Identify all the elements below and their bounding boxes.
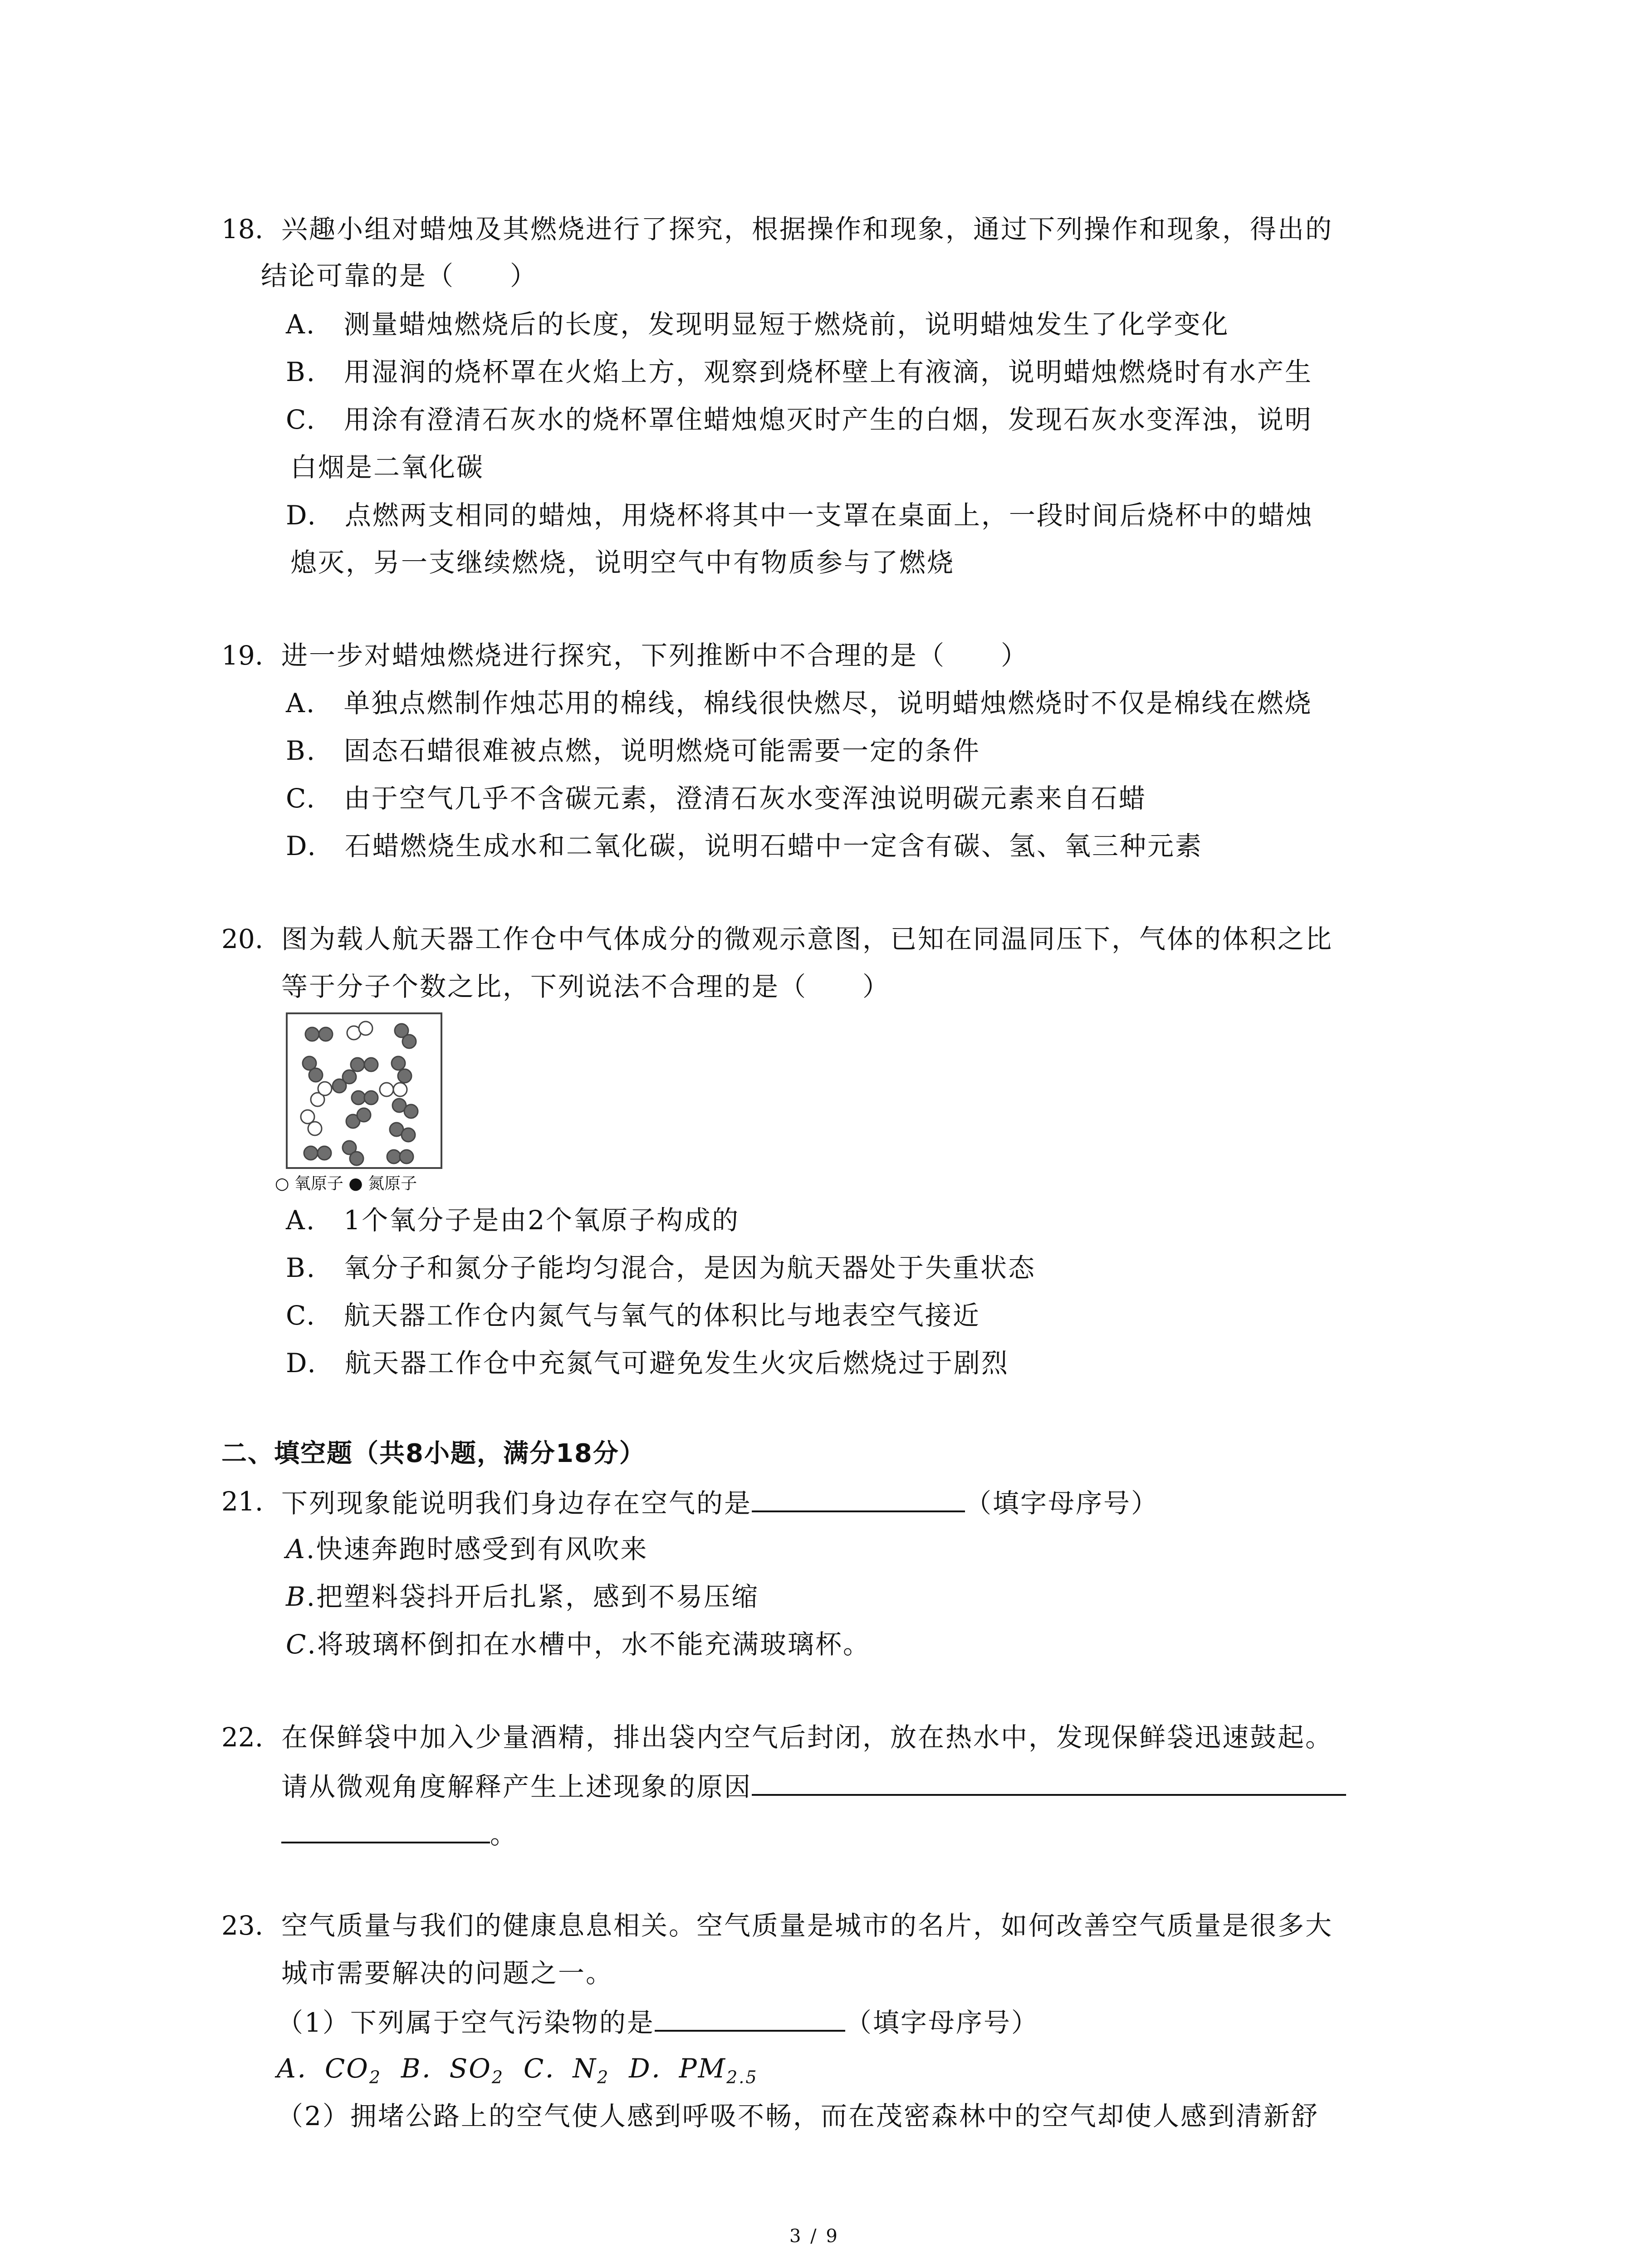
oxygen-atom bbox=[380, 1083, 393, 1096]
question-number: 18. bbox=[221, 214, 264, 244]
nitrogen-atom bbox=[318, 1146, 331, 1160]
answer-blank[interactable] bbox=[281, 1814, 490, 1843]
sub-question-text: （1）下列属于空气污染物的是 bbox=[277, 2007, 655, 2038]
sub-question-2: （2）拥堵公路上的空气使人感到呼吸不畅，而在茂密森林中的空气却使人感到清新舒 bbox=[277, 2101, 1319, 2131]
nitrogen-atom bbox=[402, 1035, 416, 1048]
nitrogen-atom bbox=[364, 1091, 378, 1105]
question-stem: 空气质量与我们的健康息息相关。空气质量是城市的名片，如何改善空气质量是很多大 bbox=[281, 1910, 1333, 1941]
nitrogen-atom bbox=[357, 1108, 371, 1122]
sub-question-1 bbox=[277, 2003, 1039, 2041]
oxygen-atom bbox=[393, 1083, 407, 1096]
option-letter: C bbox=[286, 1629, 308, 1660]
nitrogen-atom bbox=[398, 1069, 411, 1083]
option-b bbox=[286, 1579, 759, 1615]
diagram-legend: ○ 氧原子 ● 氮原子 bbox=[275, 1174, 417, 1193]
question-number: 21. bbox=[221, 1486, 264, 1517]
option-b: B．$SO_2$ bbox=[401, 2053, 505, 2087]
option-c: C. 用涂有澄清石灰水的烧杯罩住蜡烛熄灭时产生的白烟，发现石灰水变浑浊，说明 bbox=[286, 404, 1313, 435]
option-b: B. 固态石蜡很难被点燃，说明燃烧可能需要一定的条件 bbox=[286, 735, 981, 766]
option-d: D．$PM_{2.5}$ bbox=[629, 2053, 758, 2087]
option-d: D. 航天器工作仓中充氮气可避免发生火灾后燃烧过于剧烈 bbox=[286, 1348, 1009, 1378]
option-c bbox=[286, 1626, 871, 1662]
option-a: A. 1个氧分子是由2个氧原子构成的 bbox=[286, 1205, 740, 1236]
option-a bbox=[286, 1531, 648, 1567]
formula-subscript: 2.5 bbox=[726, 2067, 758, 2087]
formula: PM bbox=[679, 2053, 727, 2084]
nitrogen-atom bbox=[351, 1058, 364, 1071]
oxygen-atom bbox=[318, 1082, 332, 1095]
formula: N bbox=[573, 2053, 598, 2084]
nitrogen-atom bbox=[309, 1068, 323, 1082]
option-d: D. 石蜡燃烧生成水和二氧化碳，说明石蜡中一定含有碳、氢、氧三种元素 bbox=[286, 831, 1203, 861]
option-c-continued: 白烟是二氧化碳 bbox=[290, 452, 485, 483]
question-stem bbox=[281, 1483, 1159, 1521]
option-letter: B bbox=[286, 1581, 307, 1612]
nitrogen-atom bbox=[304, 1146, 318, 1160]
nitrogen-atom bbox=[392, 1056, 405, 1070]
formula-subscript: 2 bbox=[369, 2067, 382, 2087]
blank-note: （填字母序号） bbox=[965, 1488, 1159, 1519]
answer-blank[interactable] bbox=[655, 2003, 845, 2032]
nitrogen-atom bbox=[343, 1070, 356, 1084]
option-d-continued: 熄灭，另一支继续燃烧，说明空气中有物质参与了燃烧 bbox=[290, 547, 955, 578]
nitrogen-atom bbox=[402, 1128, 415, 1142]
question-number: 19. bbox=[221, 640, 264, 671]
formula-subscript: 2 bbox=[597, 2067, 610, 2087]
option-letter: C bbox=[523, 2053, 545, 2084]
formula-subscript: 2 bbox=[491, 2067, 505, 2087]
oxygen-atom bbox=[308, 1122, 322, 1135]
question-number: 22. bbox=[221, 1722, 264, 1753]
nitrogen-atom bbox=[400, 1150, 413, 1163]
question-stem: 结论可靠的是（ ） bbox=[261, 260, 538, 291]
option-a: A．$CO_2$ bbox=[277, 2053, 382, 2087]
option-letter: A bbox=[286, 1534, 306, 1564]
option-letter: D bbox=[629, 2053, 652, 2084]
option-text: .把塑料袋抖开后扎紧，感到不易压缩 bbox=[306, 1581, 759, 1612]
option-c: C. 由于空气几乎不含碳元素，澄清石灰水变浑浊说明碳元素来自石蜡 bbox=[286, 783, 1146, 814]
answer-line-continued bbox=[281, 1814, 518, 1853]
nitrogen-atom bbox=[319, 1027, 333, 1041]
formula: SO bbox=[449, 2053, 492, 2084]
sub-question-1-options bbox=[277, 2050, 758, 2096]
nitrogen-atom bbox=[305, 1027, 319, 1041]
period: 。 bbox=[490, 1819, 518, 1850]
question-stem: 等于分子个数之比，下列说法不合理的是（ ） bbox=[281, 971, 891, 1002]
question-number: 23. bbox=[221, 1910, 264, 1941]
nitrogen-atom bbox=[404, 1105, 418, 1118]
formula: CO bbox=[324, 2053, 369, 2084]
answer-blank[interactable] bbox=[752, 1767, 1346, 1796]
option-c: C. 航天器工作仓内氮气与氧气的体积比与地表空气接近 bbox=[286, 1300, 980, 1331]
option-letter: A bbox=[277, 2053, 297, 2084]
question-stem: 进一步对蜡烛燃烧进行探究，下列推断中不合理的是（ ） bbox=[281, 640, 1029, 671]
blank-note: （填字母序号） bbox=[845, 2007, 1039, 2038]
option-text: .将玻璃杯倒扣在水槽中，水不能充满玻璃杯。 bbox=[307, 1629, 871, 1660]
question-stem: 图为载人航天器工作仓中气体成分的微观示意图，已知在同温同压下，气体的体积之比 bbox=[281, 924, 1333, 954]
option-a: A. 测量蜡烛燃烧后的长度，发现明显短于燃烧前，说明蜡烛发生了化学变化 bbox=[286, 309, 1230, 340]
option-a: A. 单独点燃制作烛芯用的棉线，棉线很快燃尽，说明蜡烛燃烧时不仅是棉线在燃烧 bbox=[286, 688, 1313, 719]
nitrogen-atom bbox=[352, 1091, 365, 1105]
question-stem bbox=[281, 1767, 1346, 1805]
page-number: 3 / 9 bbox=[789, 2226, 839, 2247]
oxygen-atom bbox=[359, 1022, 372, 1035]
nitrogen-atom bbox=[387, 1150, 401, 1163]
molecule-diagram bbox=[286, 1012, 442, 1169]
question-stem: 兴趣小组对蜡烛及其燃烧进行了探究，根据操作和现象，通过下列操作和现象，得出的 bbox=[281, 214, 1333, 244]
option-b: B. 用湿润的烧杯罩在火焰上方，观察到烧杯壁上有液滴，说明蜡烛燃烧时有水产生 bbox=[286, 357, 1313, 387]
question-number: 20. bbox=[221, 924, 264, 954]
option-c: C．$N_2$ bbox=[523, 2053, 610, 2087]
question-stem: 在保鲜袋中加入少量酒精，排出袋内空气后封闭，放在热水中，发现保鲜袋迅速鼓起。 bbox=[281, 1722, 1333, 1753]
question-stem: 城市需要解决的问题之一。 bbox=[281, 1958, 614, 1989]
question-text: 下列现象能说明我们身边存在空气的是 bbox=[281, 1488, 752, 1519]
option-d: D. 点燃两支相同的蜡烛，用烧杯将其中一支罩在桌面上，一段时间后烧杯中的蜡烛 bbox=[286, 500, 1313, 531]
question-text: 请从微观角度解释产生上述现象的原因 bbox=[281, 1771, 752, 1802]
answer-blank[interactable] bbox=[752, 1483, 965, 1512]
option-letter: B bbox=[401, 2053, 422, 2084]
option-b: B. 氧分子和氮分子能均匀混合，是因为航天器处于失重状态 bbox=[286, 1252, 1036, 1283]
section-title: 二、填空题（共8小题，满分18分） bbox=[221, 1439, 646, 1468]
nitrogen-atom bbox=[364, 1058, 378, 1071]
option-text: .快速奔跑时感受到有风吹来 bbox=[306, 1534, 648, 1564]
nitrogen-atom bbox=[350, 1152, 363, 1165]
